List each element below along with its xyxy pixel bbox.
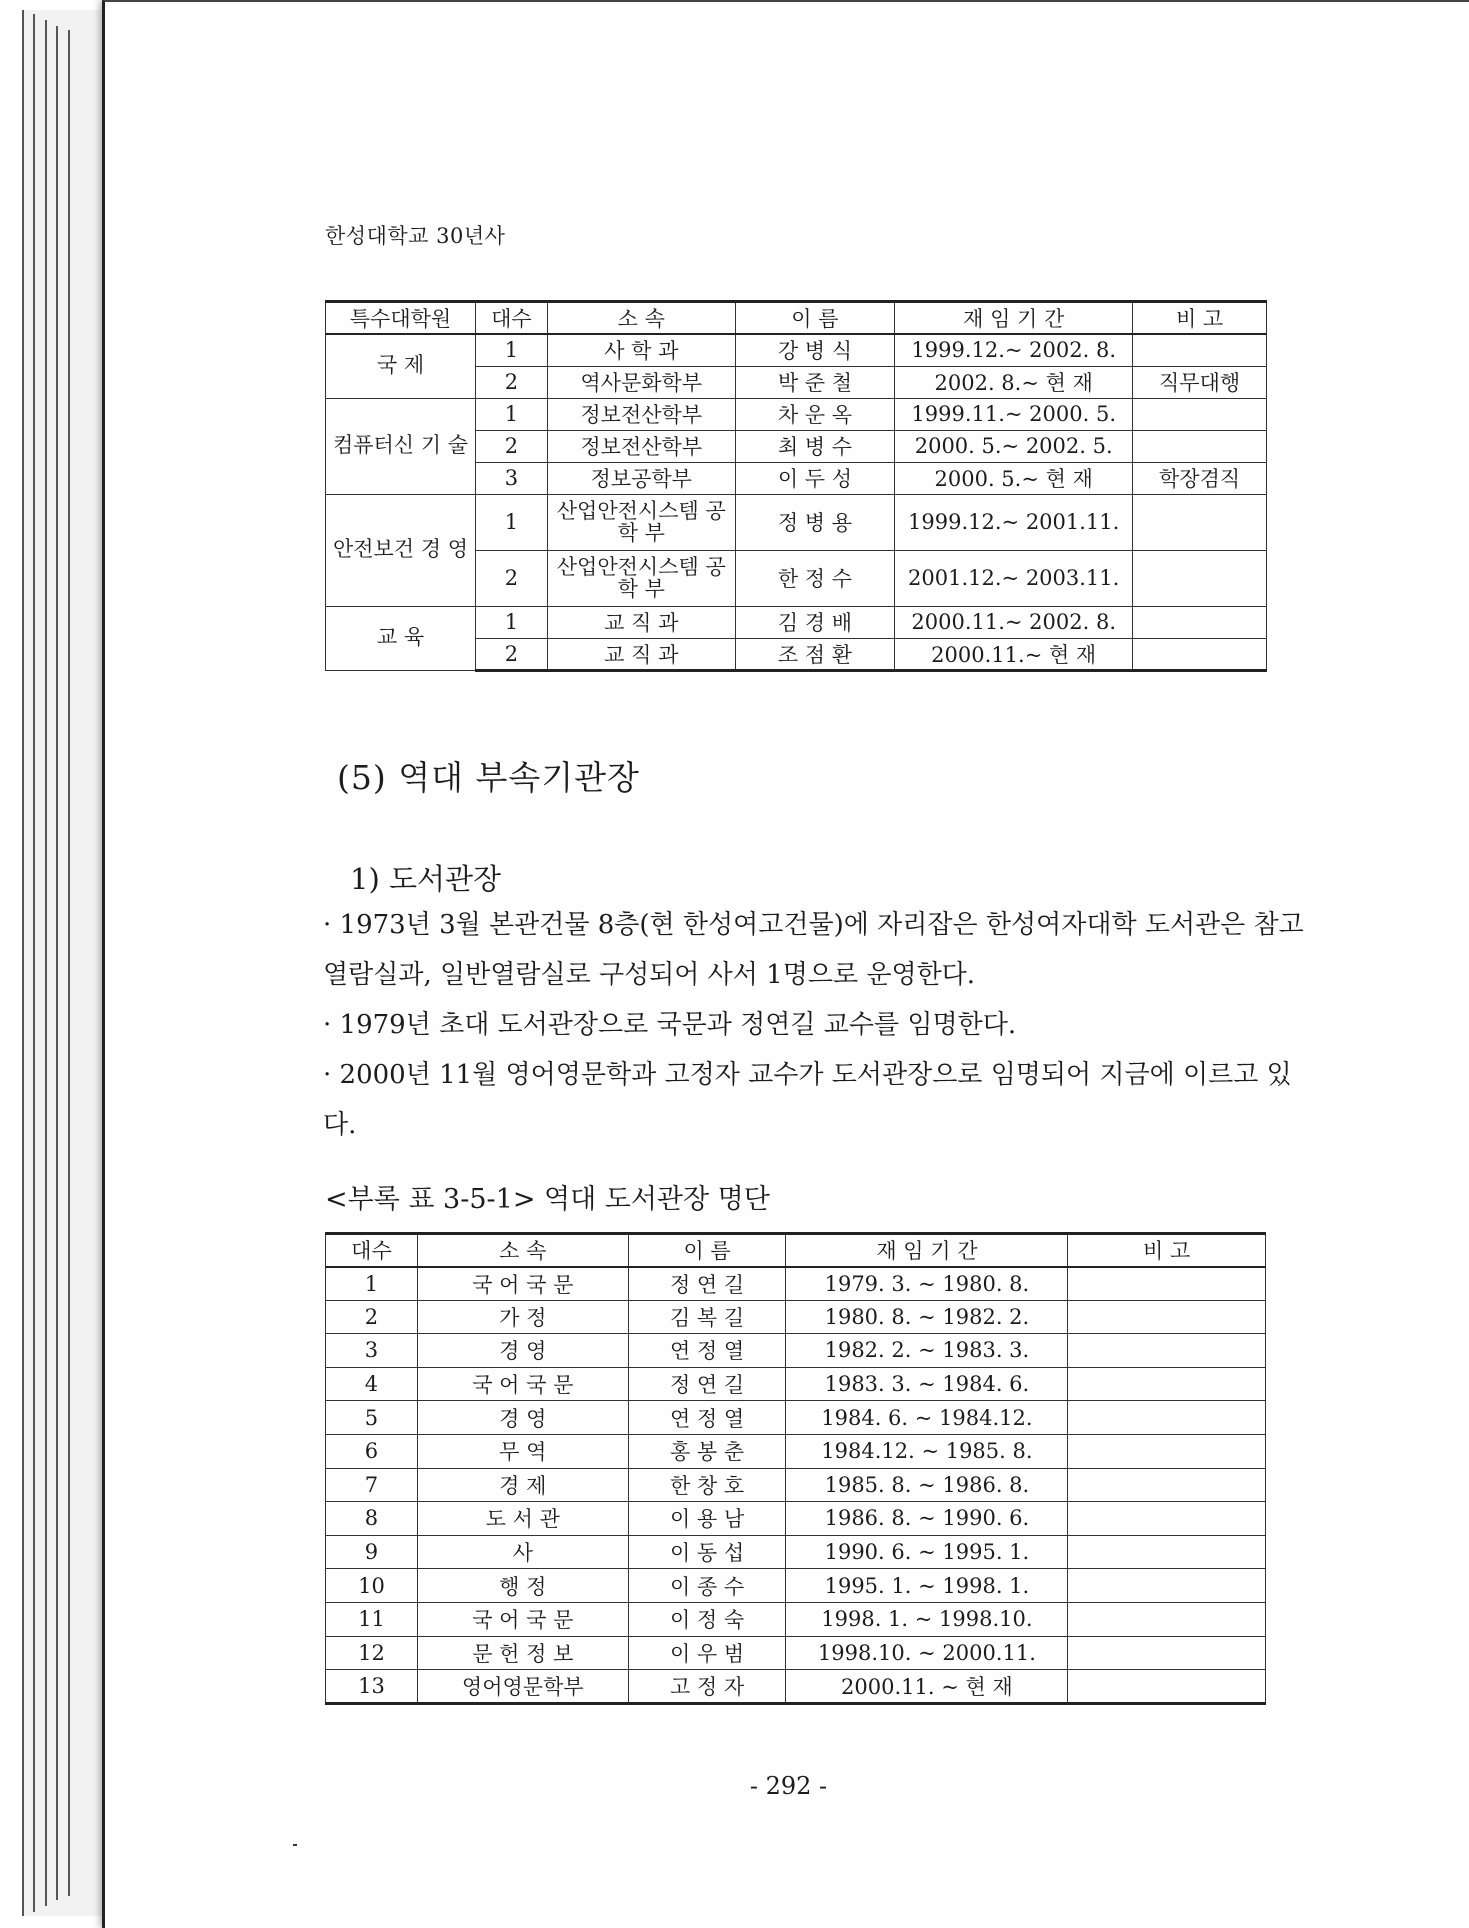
- scan-speck: [293, 1844, 297, 1846]
- cell-note: [1068, 1636, 1266, 1670]
- cell-note: [1068, 1535, 1266, 1569]
- table-row: [326, 398, 1267, 430]
- cell-term: 1980. 8. ~ 1982. 2.: [786, 1300, 1068, 1334]
- cell-note: [1068, 1502, 1266, 1536]
- cell-note: 학장겸직: [1133, 462, 1267, 494]
- table-row: [326, 606, 1267, 638]
- table-row: [326, 1401, 1266, 1435]
- cell-no: 2: [475, 430, 547, 462]
- table-row: [326, 1300, 1266, 1334]
- cell-name: 고 정 자: [628, 1670, 786, 1704]
- cell-name: 연 정 열: [628, 1334, 786, 1368]
- table-row: [326, 1535, 1266, 1569]
- cell-no: 2: [326, 1300, 418, 1334]
- header-cell: 재 임 기 간: [786, 1234, 1068, 1267]
- cell-no: 3: [326, 1334, 418, 1368]
- cell-note: [1068, 1468, 1266, 1502]
- table-row: [326, 1670, 1266, 1704]
- cell-term: 1999.12.~ 2002. 8.: [895, 334, 1133, 366]
- cell-term: 1986. 8. ~ 1990. 6.: [786, 1502, 1068, 1536]
- table-header-row: [326, 302, 1267, 335]
- cell-name: 이 정 숙: [628, 1602, 786, 1636]
- table-header-row: [326, 1234, 1266, 1267]
- cell-no: 2: [475, 550, 547, 606]
- cell-no: 6: [326, 1434, 418, 1468]
- cell-note: [1133, 638, 1267, 670]
- cell-term: 2000.11.~ 현 재: [895, 638, 1133, 670]
- cell-dept: 국 어 국 문: [417, 1602, 628, 1636]
- cell-term: 2000.11.~ 2002. 8.: [895, 606, 1133, 638]
- table-row: [326, 1434, 1266, 1468]
- cell-note: [1133, 334, 1267, 366]
- cell-no: 12: [326, 1636, 418, 1670]
- cell-term: 1990. 6. ~ 1995. 1.: [786, 1535, 1068, 1569]
- cell-dept: 경 영: [417, 1401, 628, 1435]
- header-cell: 이 름: [628, 1234, 786, 1267]
- cell-dept: 교 직 과: [547, 638, 735, 670]
- running-head: 한성대학교 30년사: [325, 224, 506, 248]
- table-row: [326, 1334, 1266, 1368]
- header-cell: 소 속: [417, 1234, 628, 1267]
- cell-note: [1133, 398, 1267, 430]
- cell-note: [1068, 1367, 1266, 1401]
- cell-no: 1: [475, 606, 547, 638]
- cell-no: 2: [475, 366, 547, 398]
- table-row: [326, 334, 1267, 366]
- cell-term: 2001.12.~ 2003.11.: [895, 550, 1133, 606]
- cell-dept: 사: [417, 1535, 628, 1569]
- header-cell: 소 속: [547, 302, 735, 335]
- cell-note: [1068, 1334, 1266, 1368]
- cell-name: 이 우 범: [628, 1636, 786, 1670]
- paragraph: · 1979년 초대 도서관장으로 국문과 정연길 교수를 임명한다.: [323, 1010, 1017, 1040]
- cell-no: 13: [326, 1670, 418, 1704]
- cell-no: 2: [475, 638, 547, 670]
- table-row: [326, 1267, 1266, 1301]
- header-cell: 비 고: [1133, 302, 1267, 335]
- header-cell: 대수: [326, 1234, 418, 1267]
- cell-no: 1: [475, 334, 547, 366]
- cell-name: 조 점 환: [735, 638, 895, 670]
- subsection-title: 1) 도서관장: [350, 862, 502, 896]
- header-cell: 특수대학원: [326, 302, 476, 335]
- header-cell: 비 고: [1068, 1234, 1266, 1267]
- cell-dept: 정보공학부: [547, 462, 735, 494]
- cell-dept: 국 어 국 문: [417, 1367, 628, 1401]
- cell-no: 10: [326, 1569, 418, 1603]
- group-cell: 교 육: [326, 606, 476, 670]
- library-directors-body: [326, 1267, 1266, 1704]
- cell-dept: 국 어 국 문: [417, 1267, 628, 1301]
- cell-dept: 가 정: [417, 1300, 628, 1334]
- library-directors-table: [325, 1232, 1266, 1705]
- cell-note: [1133, 430, 1267, 462]
- table-row: [326, 1502, 1266, 1536]
- cell-term: 1999.12.~ 2001.11.: [895, 494, 1133, 550]
- cell-no: 1: [326, 1267, 418, 1301]
- cell-dept: 경 영: [417, 1334, 628, 1368]
- cell-name: 이 용 남: [628, 1502, 786, 1536]
- cell-name: 연 정 열: [628, 1401, 786, 1435]
- header-cell: 대수: [475, 302, 547, 335]
- cell-note: [1068, 1267, 1266, 1301]
- cell-term: 1983. 3. ~ 1984. 6.: [786, 1367, 1068, 1401]
- cell-dept: 산업안전시스템 공 학 부: [547, 550, 735, 606]
- cell-name: 김 복 길: [628, 1300, 786, 1334]
- cell-no: 1: [475, 494, 547, 550]
- cell-dept: 사 학 과: [547, 334, 735, 366]
- cell-term: 1984. 6. ~ 1984.12.: [786, 1401, 1068, 1435]
- cell-dept: 교 직 과: [547, 606, 735, 638]
- cell-dept: 정보전산학부: [547, 398, 735, 430]
- cell-name: 한 창 호: [628, 1468, 786, 1502]
- cell-name: 강 병 식: [735, 334, 895, 366]
- cell-note: [1133, 606, 1267, 638]
- paragraph: · 2000년 11월 영어영문학과 고정자 교수가 도서관장으로 임명되어 지금에 이르고 있다.: [323, 1060, 1292, 1140]
- book-page: [102, 0, 1469, 1928]
- cell-name: 정 연 길: [628, 1367, 786, 1401]
- cell-no: 1: [475, 398, 547, 430]
- cell-note: [1068, 1434, 1266, 1468]
- cell-note: [1068, 1300, 1266, 1334]
- cell-term: 1979. 3. ~ 1980. 8.: [786, 1267, 1068, 1301]
- cell-no: 5: [326, 1401, 418, 1435]
- header-cell: 재 임 기 간: [895, 302, 1133, 335]
- group-cell: 컴퓨터신 기 술: [326, 398, 476, 494]
- header-cell: 이 름: [735, 302, 895, 335]
- paragraph: · 1973년 3월 본관건물 8층(현 한성여고건물)에 자리잡은 한성여자대학 도서관은 참고열람실과, 일반열람실로 구성되어 사서 1명으로 운영한다.: [323, 910, 1304, 990]
- cell-note: [1133, 550, 1267, 606]
- group-cell: 국 제: [326, 334, 476, 398]
- cell-no: 7: [326, 1468, 418, 1502]
- cell-dept: 도 서 관: [417, 1502, 628, 1536]
- group-cell: 안전보건 경 영: [326, 494, 476, 606]
- cell-term: 2000.11. ~ 현 재: [786, 1670, 1068, 1704]
- cell-dept: 경 제: [417, 1468, 628, 1502]
- cell-name: 박 준 철: [735, 366, 895, 398]
- graduate-school-deans-table: [325, 300, 1267, 672]
- table-row: [326, 1468, 1266, 1502]
- cell-name: 정 연 길: [628, 1267, 786, 1301]
- table-caption: <부록 표 3-5-1> 역대 도서관장 명단: [325, 1184, 770, 1215]
- cell-dept: 무 역: [417, 1434, 628, 1468]
- cell-term: 2000. 5.~ 2002. 5.: [895, 430, 1133, 462]
- cell-dept: 행 정: [417, 1569, 628, 1603]
- cell-dept: 영어영문학부: [417, 1670, 628, 1704]
- section-title: (5) 역대 부속기관장: [337, 758, 640, 797]
- cell-dept: 산업안전시스템 공 학 부: [547, 494, 735, 550]
- table-row: [326, 494, 1267, 550]
- cell-term: 2000. 5.~ 현 재: [895, 462, 1133, 494]
- cell-name: 이 동 섭: [628, 1535, 786, 1569]
- cell-no: 4: [326, 1367, 418, 1401]
- cell-term: 1999.11.~ 2000. 5.: [895, 398, 1133, 430]
- cell-term: 1998.10. ~ 2000.11.: [786, 1636, 1068, 1670]
- cell-note: [1068, 1670, 1266, 1704]
- cell-note: 직무대행: [1133, 366, 1267, 398]
- cell-term: 1984.12. ~ 1985. 8.: [786, 1434, 1068, 1468]
- cell-name: 홍 봉 춘: [628, 1434, 786, 1468]
- cell-name: 최 병 수: [735, 430, 895, 462]
- cell-term: 1998. 1. ~ 1998.10.: [786, 1602, 1068, 1636]
- cell-dept: 역사문화학부: [547, 366, 735, 398]
- table-row: [326, 1367, 1266, 1401]
- cell-no: 8: [326, 1502, 418, 1536]
- cell-term: 1985. 8. ~ 1986. 8.: [786, 1468, 1068, 1502]
- cell-term: 1995. 1. ~ 1998. 1.: [786, 1569, 1068, 1603]
- table-row: [326, 1602, 1266, 1636]
- cell-note: [1068, 1569, 1266, 1603]
- table-row: [326, 1636, 1266, 1670]
- cell-no: 3: [475, 462, 547, 494]
- cell-name: 차 운 옥: [735, 398, 895, 430]
- cell-term: 2002. 8.~ 현 재: [895, 366, 1133, 398]
- cell-name: 김 경 배: [735, 606, 895, 638]
- cell-no: 9: [326, 1535, 418, 1569]
- cell-note: [1068, 1401, 1266, 1435]
- cell-term: 1982. 2. ~ 1983. 3.: [786, 1334, 1068, 1368]
- cell-note: [1068, 1602, 1266, 1636]
- cell-name: 이 종 수: [628, 1569, 786, 1603]
- cell-name: 한 정 수: [735, 550, 895, 606]
- table-row: [326, 1569, 1266, 1603]
- cell-name: 정 병 용: [735, 494, 895, 550]
- cell-dept: 정보전산학부: [547, 430, 735, 462]
- cell-dept: 문 헌 정 보: [417, 1636, 628, 1670]
- page-number: - 292 -: [749, 1772, 828, 1800]
- cell-no: 11: [326, 1602, 418, 1636]
- cell-note: [1133, 494, 1267, 550]
- cell-name: 이 두 성: [735, 462, 895, 494]
